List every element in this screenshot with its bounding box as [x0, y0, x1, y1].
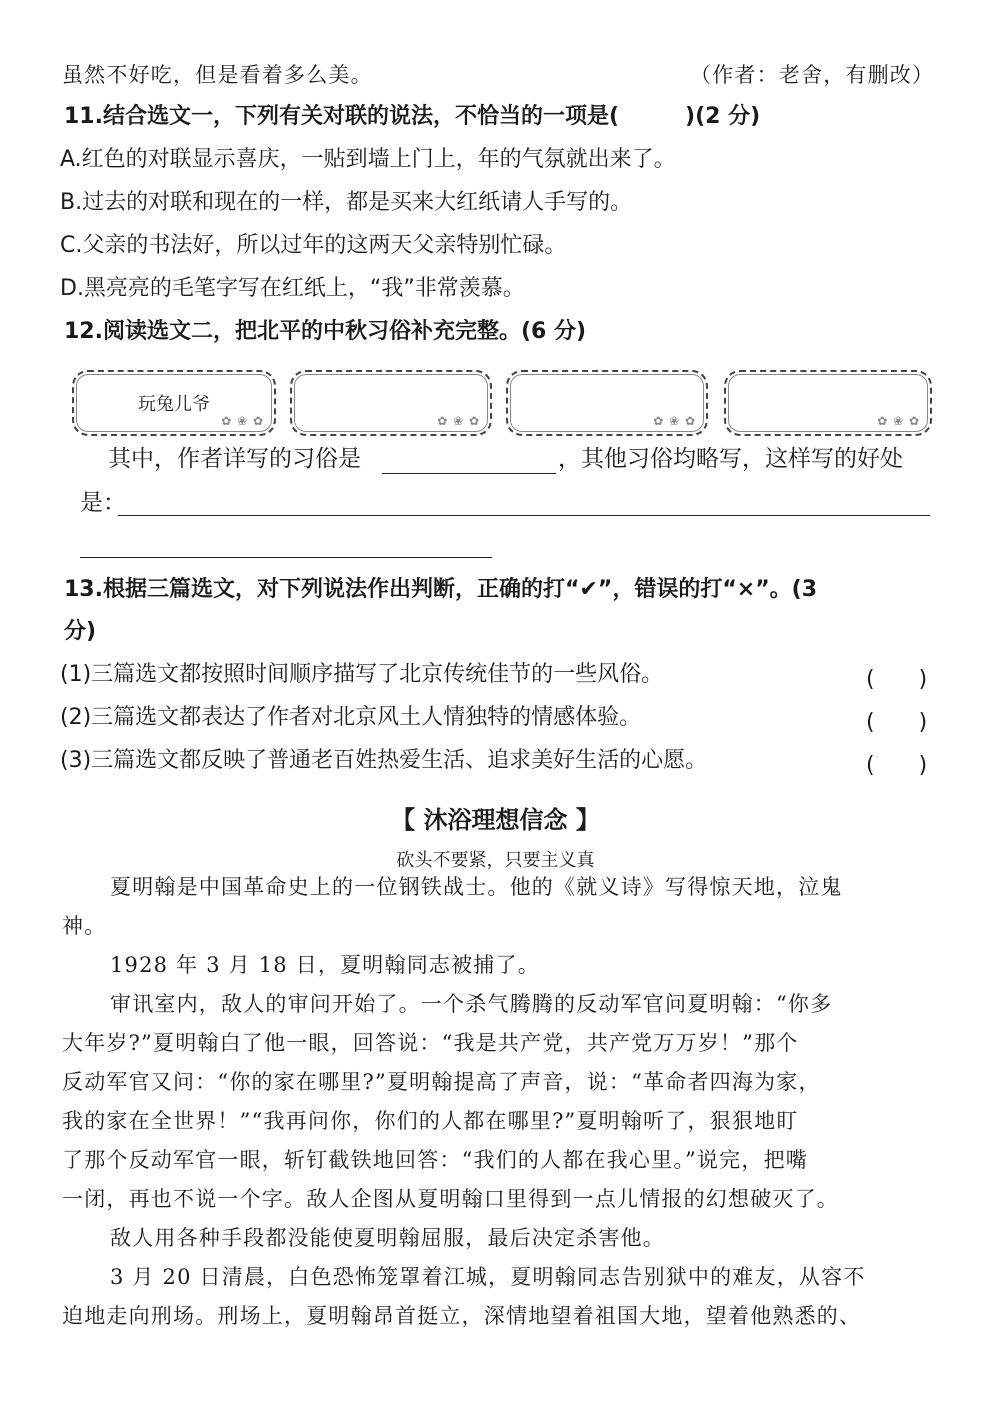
q12-benefit-prompt: ，其他习俗均略写，这样写的好处	[558, 446, 903, 472]
passage-end-line: 虽然不好吃，但是看着多么美。	[62, 63, 373, 87]
q13-item-2-answer[interactable]: ( )	[866, 710, 928, 735]
custom-box-3[interactable]	[506, 370, 708, 436]
custom-box-2[interactable]	[290, 370, 492, 436]
question-12-title: 12.阅读选文二，把北平的中秋习俗补充完整。(6 分)	[64, 319, 587, 344]
article-line-7: 我的家在全世界！”“我再问你，你们的人都在哪里?”夏明翰听了，狠狠地盯	[62, 1109, 799, 1133]
q13-item-2: (2)三篇选文都表达了作者对北京风土人情独特的情感体验。	[60, 705, 642, 730]
q13-item-3: (3)三篇选文都反映了普通老百姓热爱生活、追求美好生活的心愿。	[60, 748, 708, 773]
question-13-title: 13.根据三篇选文，对下列说法作出判断，正确的打“✔”，错误的打“×”。(3	[64, 577, 818, 602]
article-line-11: 3 月 20 日清晨，白色恐怖笼罩着江城，夏明翰同志告别狱中的难友，从容不	[110, 1265, 866, 1289]
article-line-1: 夏明翰是中国革命史上的一位钢铁战士。他的《就义诗》写得惊天地，泣鬼	[110, 875, 843, 899]
q13-item-3-answer[interactable]: ( )	[866, 753, 928, 778]
section-title: 【 沐浴理想信念 】	[391, 806, 600, 834]
q12-answer-blank-2[interactable]	[118, 515, 930, 516]
flower-decoration-icon: ✿ ❀ ✿	[653, 414, 696, 428]
article-line-10: 敌人用各种手段都没能使夏明翰屈服，最后决定杀害他。	[110, 1226, 665, 1250]
q13-item-1: (1)三篇选文都按照时间顺序描写了北京传统佳节的一些风俗。	[60, 662, 664, 687]
q11-option-c: C.父亲的书法好，所以过年的这两天父亲特别忙碌。	[60, 233, 567, 258]
q12-answer-blank-3[interactable]	[80, 557, 492, 558]
q12-answer-blank-1[interactable]	[382, 473, 556, 474]
custom-box-1-text: 玩兔儿爷	[138, 394, 210, 415]
article-line-6: 反动军官又问：“你的家在哪里?”夏明翰提高了声音，说：“革命者四海为家，	[62, 1070, 821, 1094]
article-line-2: 神。	[62, 914, 107, 938]
q11-option-a: A.红色的对联显示喜庆，一贴到墙上门上，年的气氛就出来了。	[60, 147, 676, 172]
article-line-9: 一闭，再也不说一个字。敌人企图从夏明翰口里得到一点儿情报的幻想破灭了。	[62, 1187, 839, 1211]
flower-decoration-icon: ✿ ❀ ✿	[221, 414, 264, 428]
author-note: （作者：老舍，有删改）	[690, 63, 935, 87]
q12-detail-prompt: 其中，作者详写的习俗是	[108, 446, 361, 472]
q11-option-b: B.过去的对联和现在的一样，都是买来大红纸请人手写的。	[60, 190, 633, 215]
question-13-title-cont: 分)	[64, 619, 97, 644]
q11-option-d: D.黑亮亮的毛笔字写在红纸上，“我”非常羡慕。	[60, 276, 525, 301]
article-line-8: 了那个反动军官一眼，斩钉截铁地回答：“我们的人都在我心里。”说完，把嘴	[62, 1148, 808, 1172]
custom-box-4[interactable]	[724, 370, 932, 436]
article-line-3: 1928 年 3 月 18 日，夏明翰同志被捕了。	[110, 953, 540, 977]
flower-decoration-icon: ✿ ❀ ✿	[437, 414, 480, 428]
question-11-title: 11.结合选文一，下列有关对联的说法，不恰当的一项是( )(2 分)	[64, 104, 761, 129]
article-title: 砍头不要紧，只要主义真	[396, 850, 595, 871]
q12-benefit-label: 是：	[80, 490, 126, 516]
flower-decoration-icon: ✿ ❀ ✿	[877, 414, 920, 428]
q13-item-1-answer[interactable]: ( )	[866, 667, 928, 692]
article-line-5: 大年岁?”夏明翰白了他一眼，回答说：“我是共产党，共产党万万岁！”那个	[62, 1031, 799, 1055]
article-line-4: 审讯室内，敌人的审问开始了。一个杀气腾腾的反动军官问夏明翰：“你多	[110, 992, 833, 1016]
article-line-12: 迫地走向刑场。刑场上，夏明翰昂首挺立，深情地望着祖国大地，望着他熟悉的、	[62, 1304, 862, 1328]
custom-box-1	[72, 370, 276, 436]
